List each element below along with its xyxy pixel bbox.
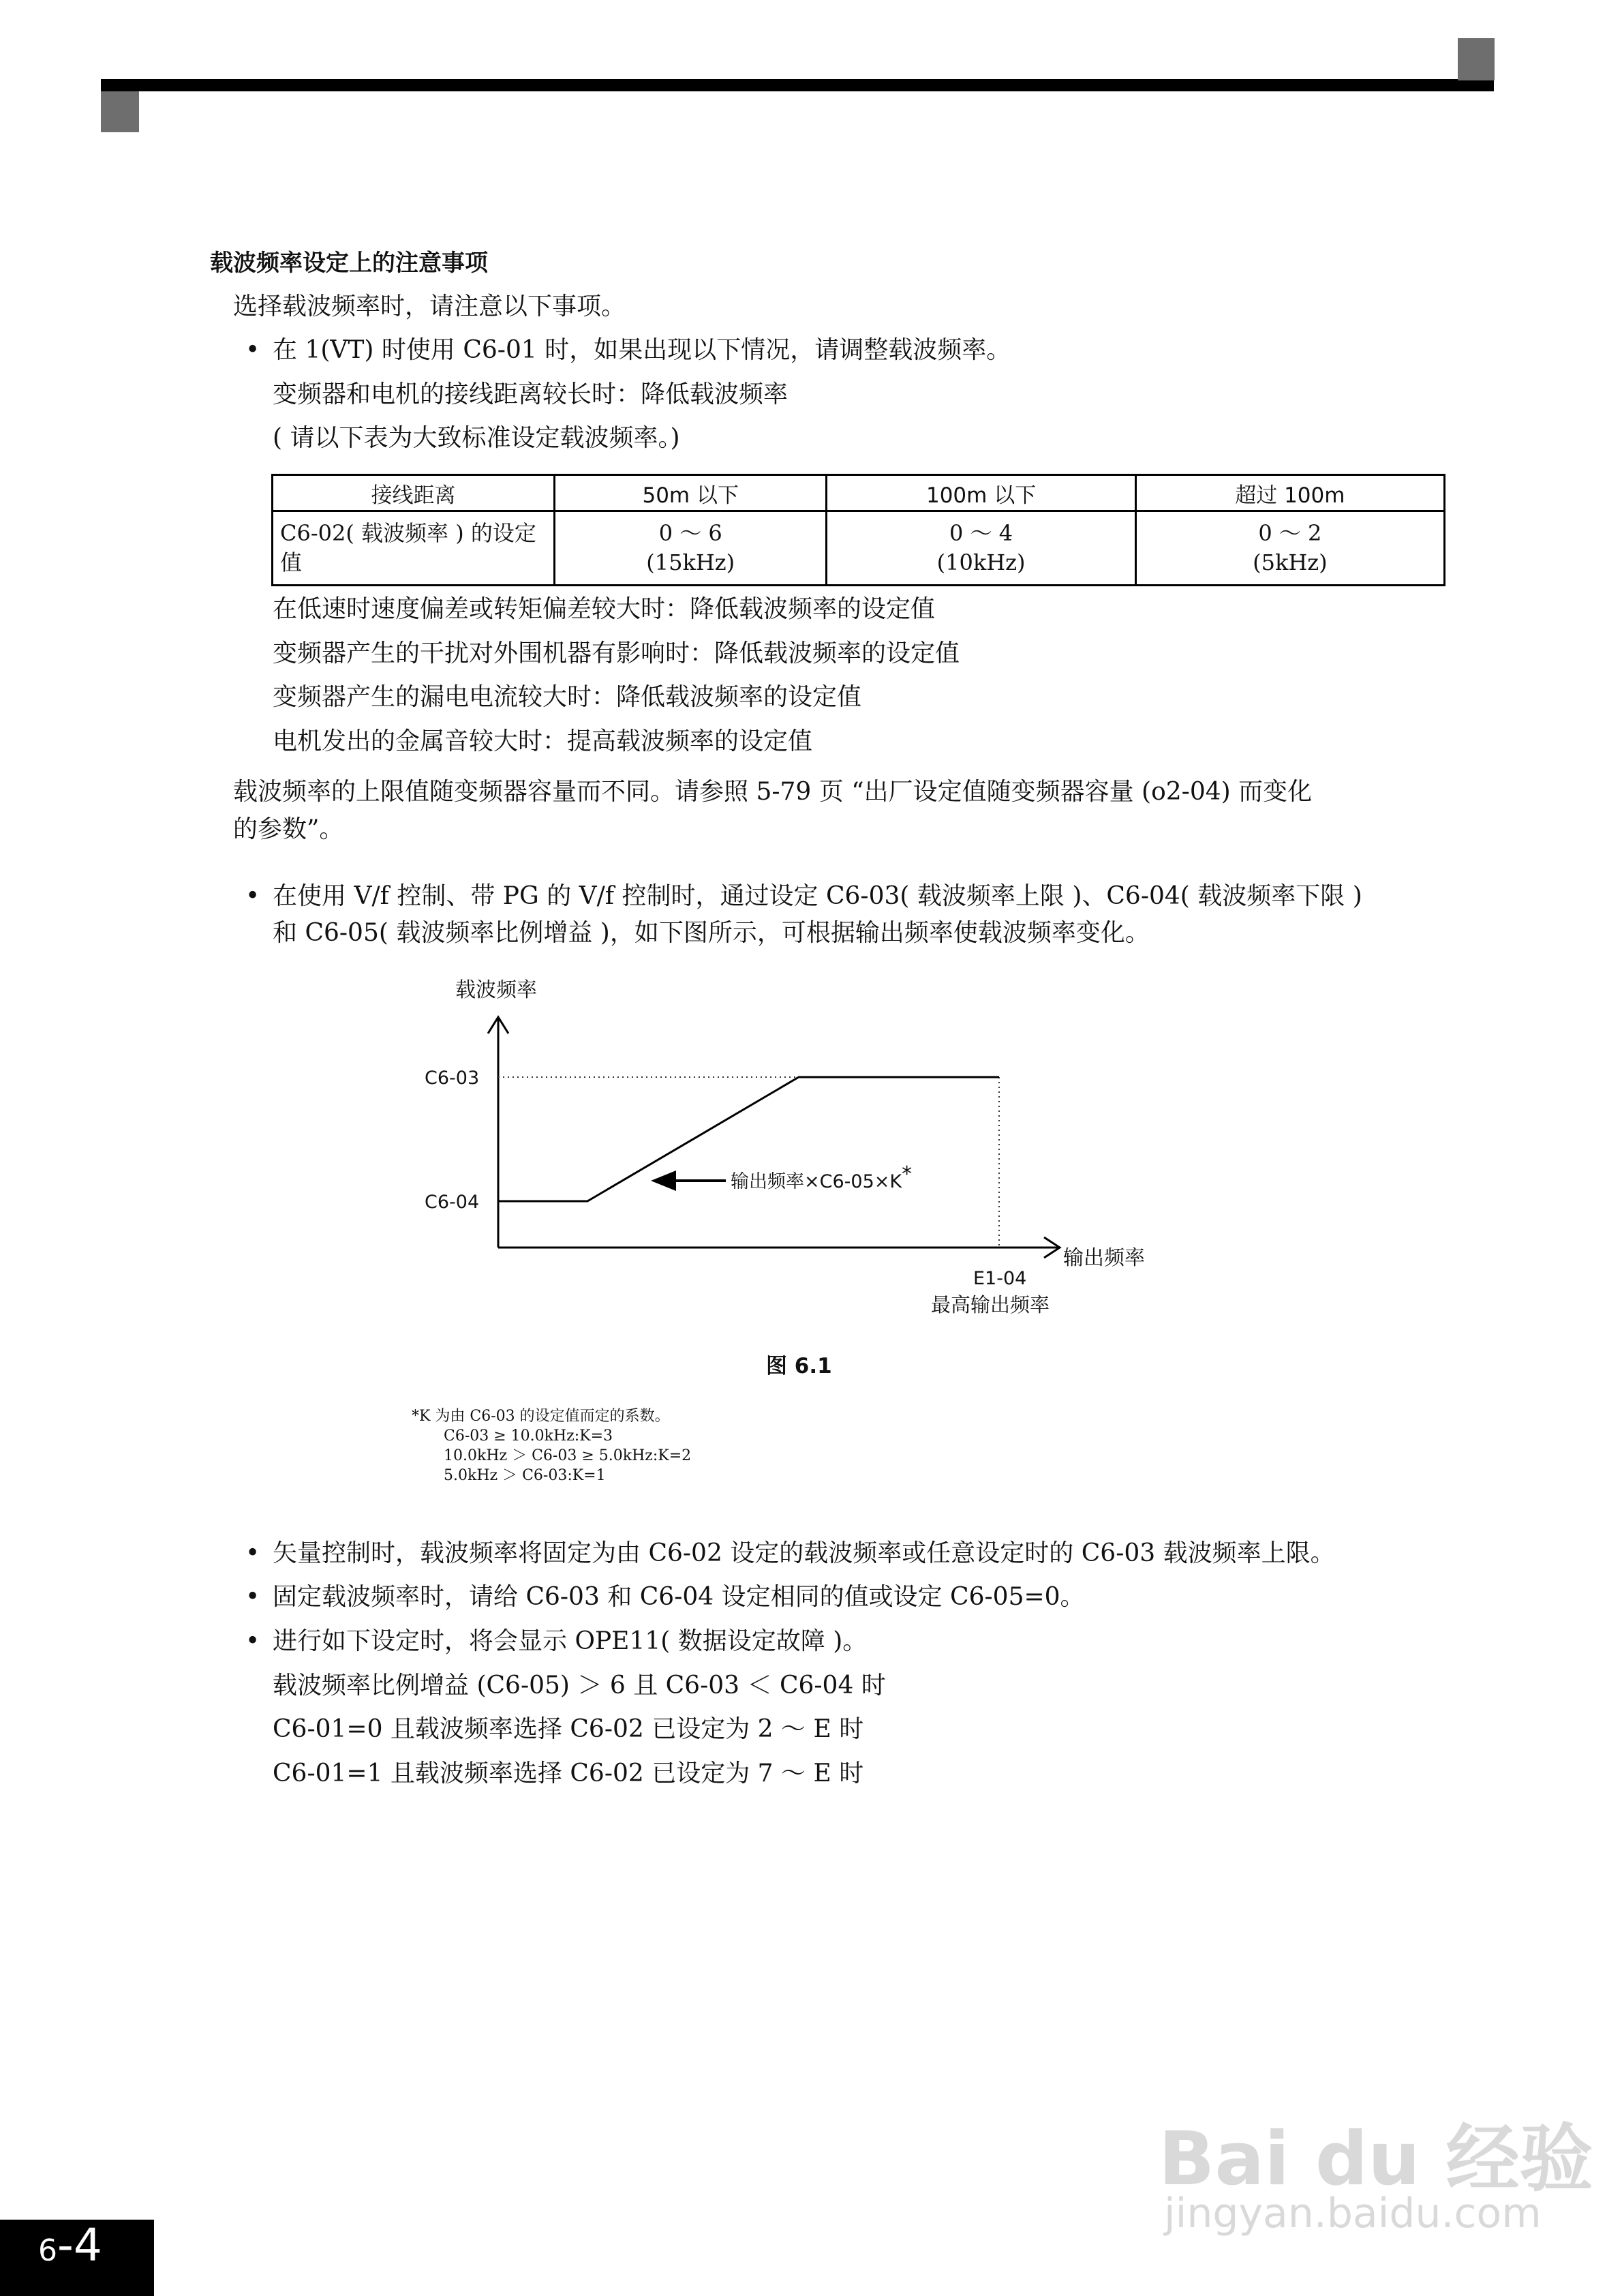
value-cell-100m [827,511,1135,586]
value-cell-50m [555,511,827,586]
upper-limit-text: 载波频率的上限值随变频器容量而不同。请参照 5-79 页 “出厂设定值随变频器容量 (o2-04) 而变化 [233,778,1313,806]
case-item: 变频器产生的漏电电流较大时：降低载波频率的设定值 [273,683,862,711]
y-axis-label: 载波频率 [455,978,537,1002]
value-range: 0 ～ 2 [1258,519,1322,546]
upper-limit-text: 的参数”。 [233,815,344,843]
bullet-dot: • [245,1583,260,1611]
x-tick-caption: 最高输出频率 [931,1293,1050,1316]
figure-title: 图 6.1 [766,1354,832,1378]
y-tick-c6-03: C6-03 [425,1068,480,1089]
slope-annotation [731,1162,912,1192]
bullet-dot: • [245,336,260,364]
x-axis-label: 输出频率 [1063,1246,1145,1270]
bullet-item [245,335,1011,365]
page-number-chapter: 6 [38,2233,57,2268]
row-label-line: C6-02( 载波频率 ) 的设定 [280,519,536,546]
header-bar [101,79,1494,91]
carrier-frequency-table [271,474,1445,586]
page-number-page: -4 [57,2219,102,2271]
header-over-100m: 超过 100m [1135,475,1444,511]
bullet-text: 在使用 V/f 控制、带 PG 的 V/f 控制时，通过设定 C6-03( 载波频率上限 )、C6-04( 载波频率下限 ) [273,882,1362,910]
bullet-text: 矢量控制时，载波频率将固定为由 C6-02 设定的载波频率或任意设定时的 C6-03 载波频率上限。 [273,1539,1335,1567]
k-footnote: 5.0kHz ＞ C6-03:K=1 [444,1467,606,1484]
bullet-item [245,881,1362,911]
page-number [38,2219,102,2271]
slope-annotation-sup: * [902,1162,913,1186]
watermark-logo: Bai du 经验 [1159,2117,1593,2202]
table-row [273,511,1445,586]
annotation-arrow-icon [651,1170,676,1191]
y-tick-c6-04: C6-04 [425,1192,480,1213]
case-item: 电机发出的金属音较大时：提高载波频率的设定值 [273,727,813,755]
case-item: 变频器产生的干扰对外围机器有影响时：降低载波频率的设定值 [273,639,960,667]
k-footnote: C6-03 ≥ 10.0kHz:K=3 [444,1428,613,1445]
ope11-condition: C6-01=1 且载波频率选择 C6-02 已设定为 7 ～ E 时 [273,1759,864,1787]
bullet-item [245,1582,1085,1612]
value-range: 0 ～ 4 [949,519,1013,546]
header-square-left [101,91,139,132]
value-freq: (5kHz) [1253,549,1328,575]
bullet-item [245,1539,1335,1568]
bullet-dot: • [245,882,260,910]
bullet-item [245,1627,867,1656]
x-tick-e1-04: E1-04 [973,1268,1027,1289]
header-under-50m: 50m 以下 [555,475,827,511]
k-footnote: 10.0kHz ＞ C6-03 ≥ 5.0kHz:K=2 [444,1447,692,1464]
ope11-condition: C6-01=0 且载波频率选择 C6-02 已设定为 2 ～ E 时 [273,1715,864,1743]
ope11-condition: 载波频率比例增益 (C6-05) ＞ 6 且 C6-03 ＜ C6-04 时 [273,1672,886,1700]
bullet-text-continued: 和 C6-05( 载波频率比例增益 )，如下图所示，可根据输出频率使载波频率变化。 [273,919,1150,947]
row-label-line: 值 [280,549,303,575]
table-header-row [273,475,1445,511]
k-footnote: *K 为由 C6-03 的设定值而定的系数。 [412,1408,670,1425]
case-item: 在低速时速度偏差或转矩偏差较大时：降低载波频率的设定值 [273,595,936,623]
slope-annotation-text: 输出频率×C6-05×K [731,1171,902,1192]
row-label-cell [273,511,555,586]
section-title: 载波频率设定上的注意事项 [210,250,488,277]
header-wiring-distance: 接线距离 [273,475,555,511]
value-cell-over-100m [1135,511,1444,586]
header-square-right [1458,38,1495,80]
bullet-dot: • [245,1539,260,1567]
bullet-dot: • [245,1627,260,1655]
header-under-100m: 100m 以下 [827,475,1135,511]
value-range: 0 ～ 6 [658,519,722,546]
bullet-text: 在 1(VT) 时使用 C6-01 时，如果出现以下情况，请调整载波频率。 [273,336,1011,364]
table-note: ( 请以下表为大致标准设定载波频率。) [273,424,680,452]
bullet-text: 固定载波频率时，请给 C6-03 和 C6-04 设定相同的值或设定 C6-05=0。 [273,1583,1085,1611]
bullet-text: 进行如下设定时，将会显示 OPE11( 数据设定故障 )。 [273,1627,868,1655]
case-long-wiring: 变频器和电机的接线距离较长时：降低载波频率 [273,380,789,408]
watermark-url: jingyan.baidu.com [1164,2190,1542,2237]
intro-text: 选择载波频率时，请注意以下事项。 [233,292,626,320]
value-freq: (15kHz) [646,549,735,575]
carrier-frequency-diagram [382,968,1199,1323]
value-freq: (10kHz) [936,549,1026,575]
